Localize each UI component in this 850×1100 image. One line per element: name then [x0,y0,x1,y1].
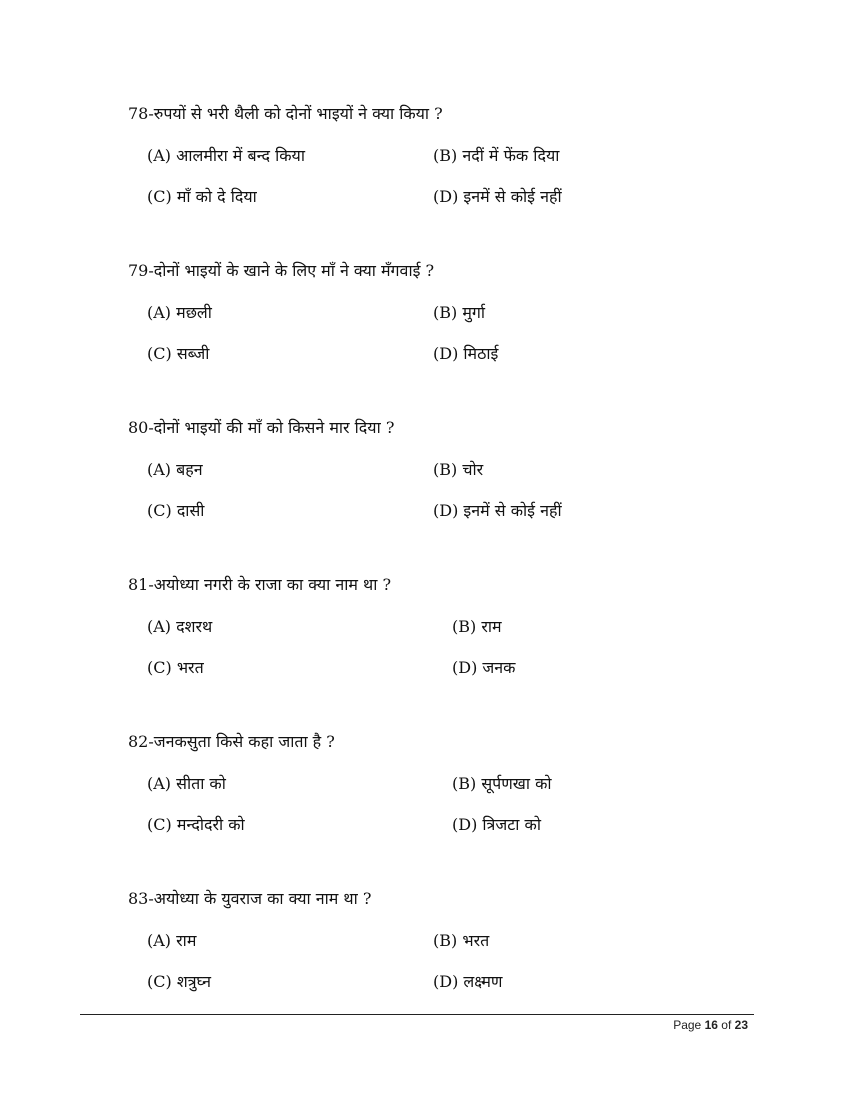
option-c: (C) माँ को दे दिया [147,187,257,206]
option-c: (C) भरत [147,658,204,677]
question-text: 81-अयोध्या नगरी के राजा का क्या नाम था ? [128,575,392,594]
option-d: (D) इनमें से कोई नहीं [433,187,562,206]
option-c: (C) मन्दोदरी को [147,815,245,834]
of-word: of [721,1018,732,1032]
option-b: (B) नदीं में फेंक दिया [433,146,560,165]
current-page: 16 [704,1018,718,1032]
question-text: 79-दोनों भाइयों के खाने के लिए माँ ने क्या मँगवाई ? [128,261,435,280]
footer-divider [80,1014,754,1015]
question-block [0,259,850,369]
question-text: 80-दोनों भाइयों की माँ को किसने मार दिया ? [128,418,395,437]
option-c: (C) सब्जी [147,344,210,363]
option-c: (C) दासी [147,501,205,520]
total-pages: 23 [734,1018,748,1032]
option-c: (C) शत्रुघ्न [147,972,212,991]
option-a: (A) आलमीरा में बन्द किया [147,146,305,165]
question-block [0,416,850,526]
option-a: (A) सीता को [147,774,226,793]
option-d: (D) त्रिजटा को [452,815,541,834]
page-number [673,1018,748,1032]
question-block [0,887,850,997]
option-b: (B) मुर्गा [433,303,486,322]
option-b: (B) सूर्पणखा को [452,774,552,793]
option-a: (A) मछली [147,303,212,322]
option-d: (D) जनक [452,658,516,677]
option-a: (A) राम [147,931,197,950]
question-text: 83-अयोध्या के युवराज का क्या नाम था ? [128,889,372,908]
option-b: (B) चोर [433,460,484,479]
option-d: (D) इनमें से कोई नहीं [433,501,562,520]
question-text: 78-रुपयों से भरी थैली को दोनों भाइयों ने क्या किया ? [128,104,443,123]
option-b: (B) राम [452,617,502,636]
option-a: (A) बहन [147,460,203,479]
page-word: Page [673,1018,702,1032]
option-a: (A) दशरथ [147,617,213,636]
question-block [0,573,850,683]
option-d: (D) मिठाई [433,344,499,363]
option-b: (B) भरत [433,931,490,950]
question-text: 82-जनकसुता किसे कहा जाता है ? [128,732,335,751]
option-d: (D) लक्ष्मण [433,972,503,991]
question-block [0,102,850,212]
question-block [0,730,850,840]
